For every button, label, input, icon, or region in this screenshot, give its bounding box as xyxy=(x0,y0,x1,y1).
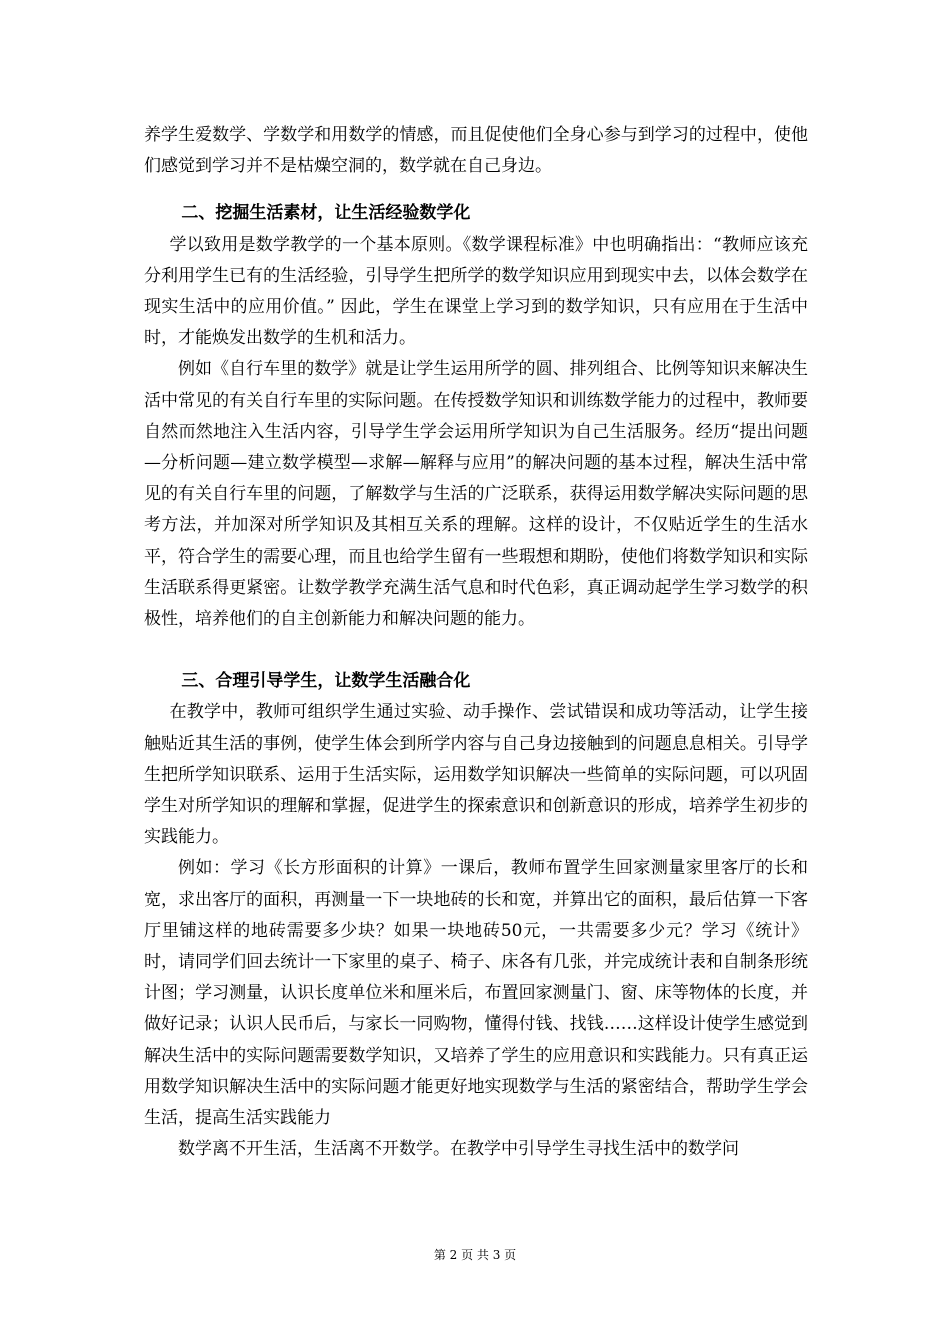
paragraph-area-example: 例如：学习《长方形面积的计算》一课后，教师布置学生回家测量家里客厅的长和宽，求出客厅的面积，再测量一下一块地砖的长和宽，并算出它的面积，最后估算一下客厅里铺这样的地砖需要多少块？如果一块地砖50元，一共需要多少元？学习《统计》时，请同学们回去统计一下家里的桌子、椅子、床各有几张，并完成统计表和自制条形统计图；学习测量，认识长度单位米和厘米后，布置回家测量门、窗、床等物体的长度，并做好记录；认识人民币后，与家长一同购物，懂得付钱、找钱……这样设计使学生感觉到解决生活中的实际问题需要数学知识，又培养了学生的应用意识和实践能力。只有真正运用数学知识解决生活中的实际问题才能更好地实现数学与生活的紧密结合，帮助学生学会生活，提高生活实践能力 xyxy=(144,858,808,1129)
paragraph-continuation: 养学生爱数学、学数学和用数学的情感，而且促使他们全身心参与到学习的过程中，使他们感觉到学习并不是枯燥空洞的，数学就在自己身边。 xyxy=(144,125,808,177)
paragraph-guidance: 在教学中，教师可组织学生通过实验、动手操作、尝试错误和成功等活动，让学生接触贴近其生活的事例，使学生体会到所学内容与自己身边接触到的问题息息相关。引导学生把所学知识联系、运用于生活实际，运用数学知识解决一些简单的实际问题，可以巩固学生对所学知识的理解和掌握，促进学生的探索意识和创新意识的形成，培养学生初步的实践能力。 xyxy=(144,702,808,848)
paragraph-bicycle-example: 例如《自行车里的数学》就是让学生运用所学的圆、排列组合、比例等知识来解决生活中常见的有关自行车里的实际问题。在传授数学知识和训练数学能力的过程中，教师要自然而然地注入生活内容，引导学生学会运用所学知识为自己生活服务。经历“提出问题—分析问题—建立数学模型—求解—解释与应用”的解决问题的基本过程，解决生活中常见的有关自行车里的问题，了解数学与生活的广泛联系，获得运用数学解决实际问题的思考方法，并加深对所学知识及其相互关系的理解。这样的设计，不仅贴近学生的生活水平，符合学生的需要心理，而且也给学生留有一些瑕想和期盼，使他们将数学知识和实际生活联系得更紧密。让数学教学充满生活气息和时代色彩，真正调动起学生学习数学的积极性，培养他们的自主创新能力和解决问题的能力。 xyxy=(144,359,808,630)
paragraph-closing: 数学离不开生活，生活离不开数学。在教学中引导学生寻找生活中的数学问 xyxy=(178,1139,739,1160)
document-body xyxy=(144,120,808,1166)
page-number-footer: 第 2 页 共 3 页 xyxy=(433,1248,517,1262)
section-heading-3: 三、合理引导学生，让数学生活融合化 xyxy=(181,671,471,692)
section-heading-2: 二、挖掘生活素材，让生活经验数学化 xyxy=(181,203,471,224)
paragraph-principle: 学以致用是数学教学的一个基本原则。《数学课程标准》中也明确指出：“教师应该充分利用学生已有的生活经验，引导学生把所学的数学知识应用到现实中去，以体会数学在现实生活中的应用价值。” 因此，学生在课堂上学习到的数学知识，只有应用在于生活中时，才能焕发出数学的生机和活力。 xyxy=(144,234,808,349)
